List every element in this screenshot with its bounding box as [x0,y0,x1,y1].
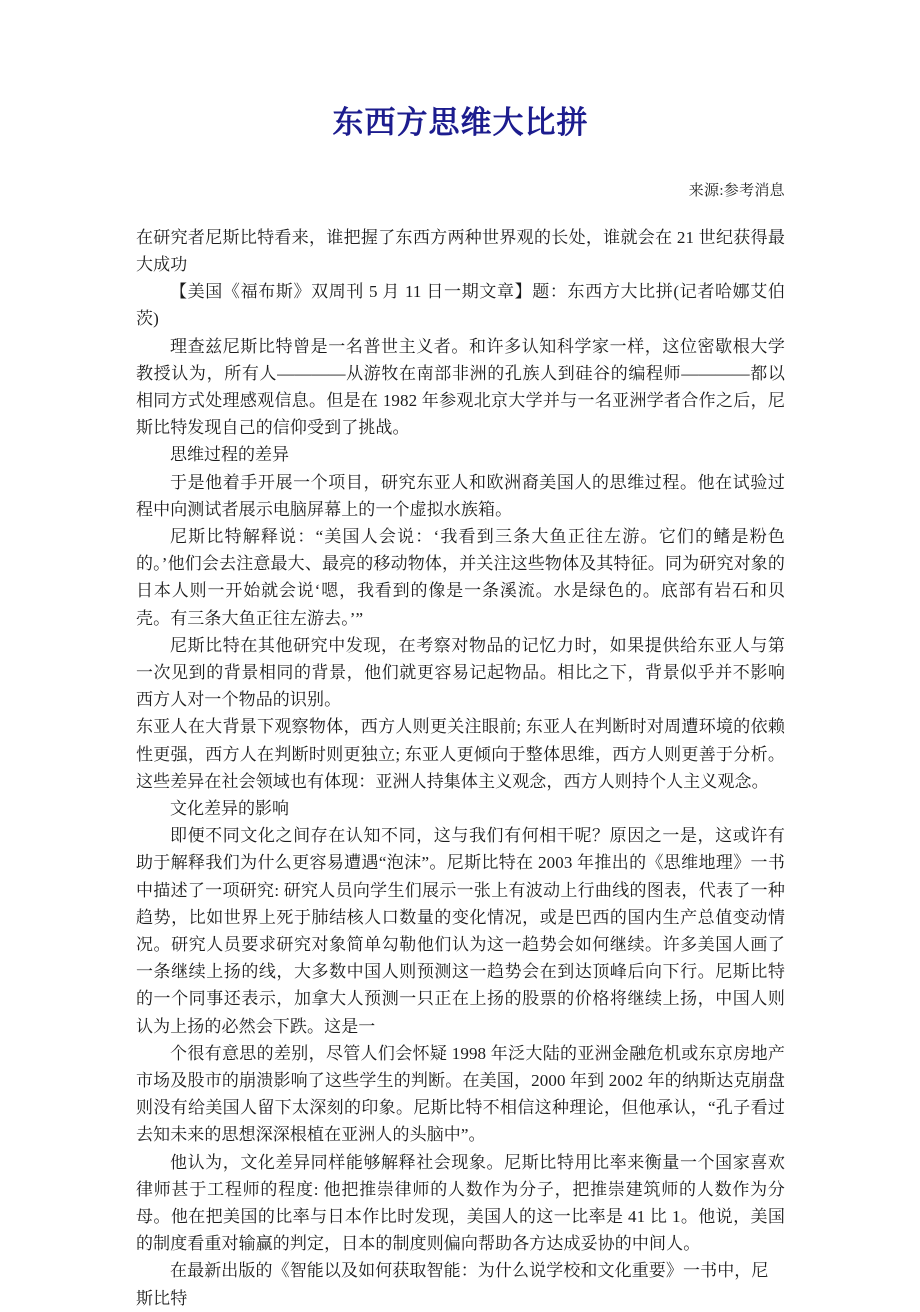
article-body [136,202,785,1312]
section-subheading: 思维过程的差异 [170,445,289,465]
body-paragraph-truncated: 在最新出版的《智能以及如何获取智能：为什么说学校和文化重要》一书中，尼斯比特 [136,1261,769,1308]
dateline-paragraph: 【美国《福布斯》双周刊 5 月 11 日一期文章】题：东西方大比拼(记者哈娜艾伯茨) [136,282,785,329]
body-paragraph: 理查兹尼斯比特曾是一名普世主义者。和许多认知科学家一样，这位密歇根大学教授认为，所有人————从游牧在南部非洲的孔族人到硅谷的编程师————都以相同方式处理感观信息。但是在 1982 年参观北京大学并与一名亚洲学者合作之后，尼斯比特发现自己的信仰受到了挑战。 [136,336,785,438]
body-paragraph: 尼斯比特解释说：“美国人会说：‘我看到三条大鱼正往左游。它们的鳍是粉色的。’他们会去注意最大、最亮的移动物体，并关注这些物体及其特征。同为研究对象的日本人则一开始就会说‘嗯，我看到的像是一条溪流。水是绿色的。底部有岩石和贝壳。有三条大鱼正往左游去。’” [136,526,785,628]
body-paragraph: 于是他着手开展一个项目，研究东亚人和欧洲裔美国人的思维过程。他在试验过程中向测试者展示电脑屏幕上的一个虚拟水族箱。 [136,472,785,519]
lead-paragraph: 在研究者尼斯比特看来，谁把握了东西方两种世界观的长处，谁就会在 21 世纪获得最大成功 [136,227,785,274]
body-paragraph: 尼斯比特在其他研究中发现，在考察对物品的记忆力时，如果提供给东亚人与第一次见到的背景相同的背景，他们就更容易记起物品。相比之下，背景似乎并不影响西方人对一个物品的识别。 [136,635,785,710]
page-title: 东西方思维大比拼 [332,105,589,140]
section-subheading: 文化差异的影响 [170,799,289,819]
source-attribution: 来源:参考消息 [688,182,785,199]
body-paragraph: 个很有意思的差别，尽管人们会怀疑 1998 年泛大陆的亚洲金融危机或东京房地产市场及股市的崩溃影响了这些学生的判断。在美国，2000 年到 2002 年的纳斯达克崩盘则没有给美国人留下太深刻的印象。尼斯比特不相信这种理论，但他承认，“孔子看过去知未来的思想深深根植在亚洲人的头脑中”。 [136,1043,785,1145]
body-paragraph: 东亚人在大背景下观察物体，西方人则更关注眼前; 东亚人在判断时对周遭环境的依赖性更强，西方人在判断时则更独立; 东亚人更倾向于整体思维，西方人则更善于分析。这些差异在社会领域也有体现：亚洲人持集体主义观念，西方人则持个人主义观念。 [136,717,785,791]
body-paragraph: 他认为，文化差异同样能够解释社会现象。尼斯比特用比率来衡量一个国家喜欢律师甚于工程师的程度: 他把推崇律师的人数作为分子，把推崇建筑师的人数作为分母。他在把美国的比率与日本作比时发现，美国人的这一比率是 41 比 1。他说，美国的制度看重对输赢的判定，日本的制度则偏向帮助各方达成妥协的中间人。 [136,1152,785,1254]
body-paragraph: 即便不同文化之间存在认知不同，这与我们有何相干呢？原因之一是，这或许有助于解释我们为什么更容易遭遇“泡沫”。尼斯比特在 2003 年推出的《思维地理》一书中描述了一项研究: 研究人员向学生们展示一张上有波动上行曲线的图表，代表了一种趋势，比如世界上死于肺结核人口数量的变化情况，或是巴西的国内生产总值变动情况。研究人员要求研究对象简单勾勒他们认为这一趋势会如何继续。许多美国人画了一条继续上扬的线，大多数中国人则预测这一趋势会在到达顶峰后向下行。尼斯比特的一个同事还表示，加拿大人预测一只正在上扬的股票的价格将继续上扬，中国人则认为上扬的必然会下跌。这是一 [136,826,785,1036]
